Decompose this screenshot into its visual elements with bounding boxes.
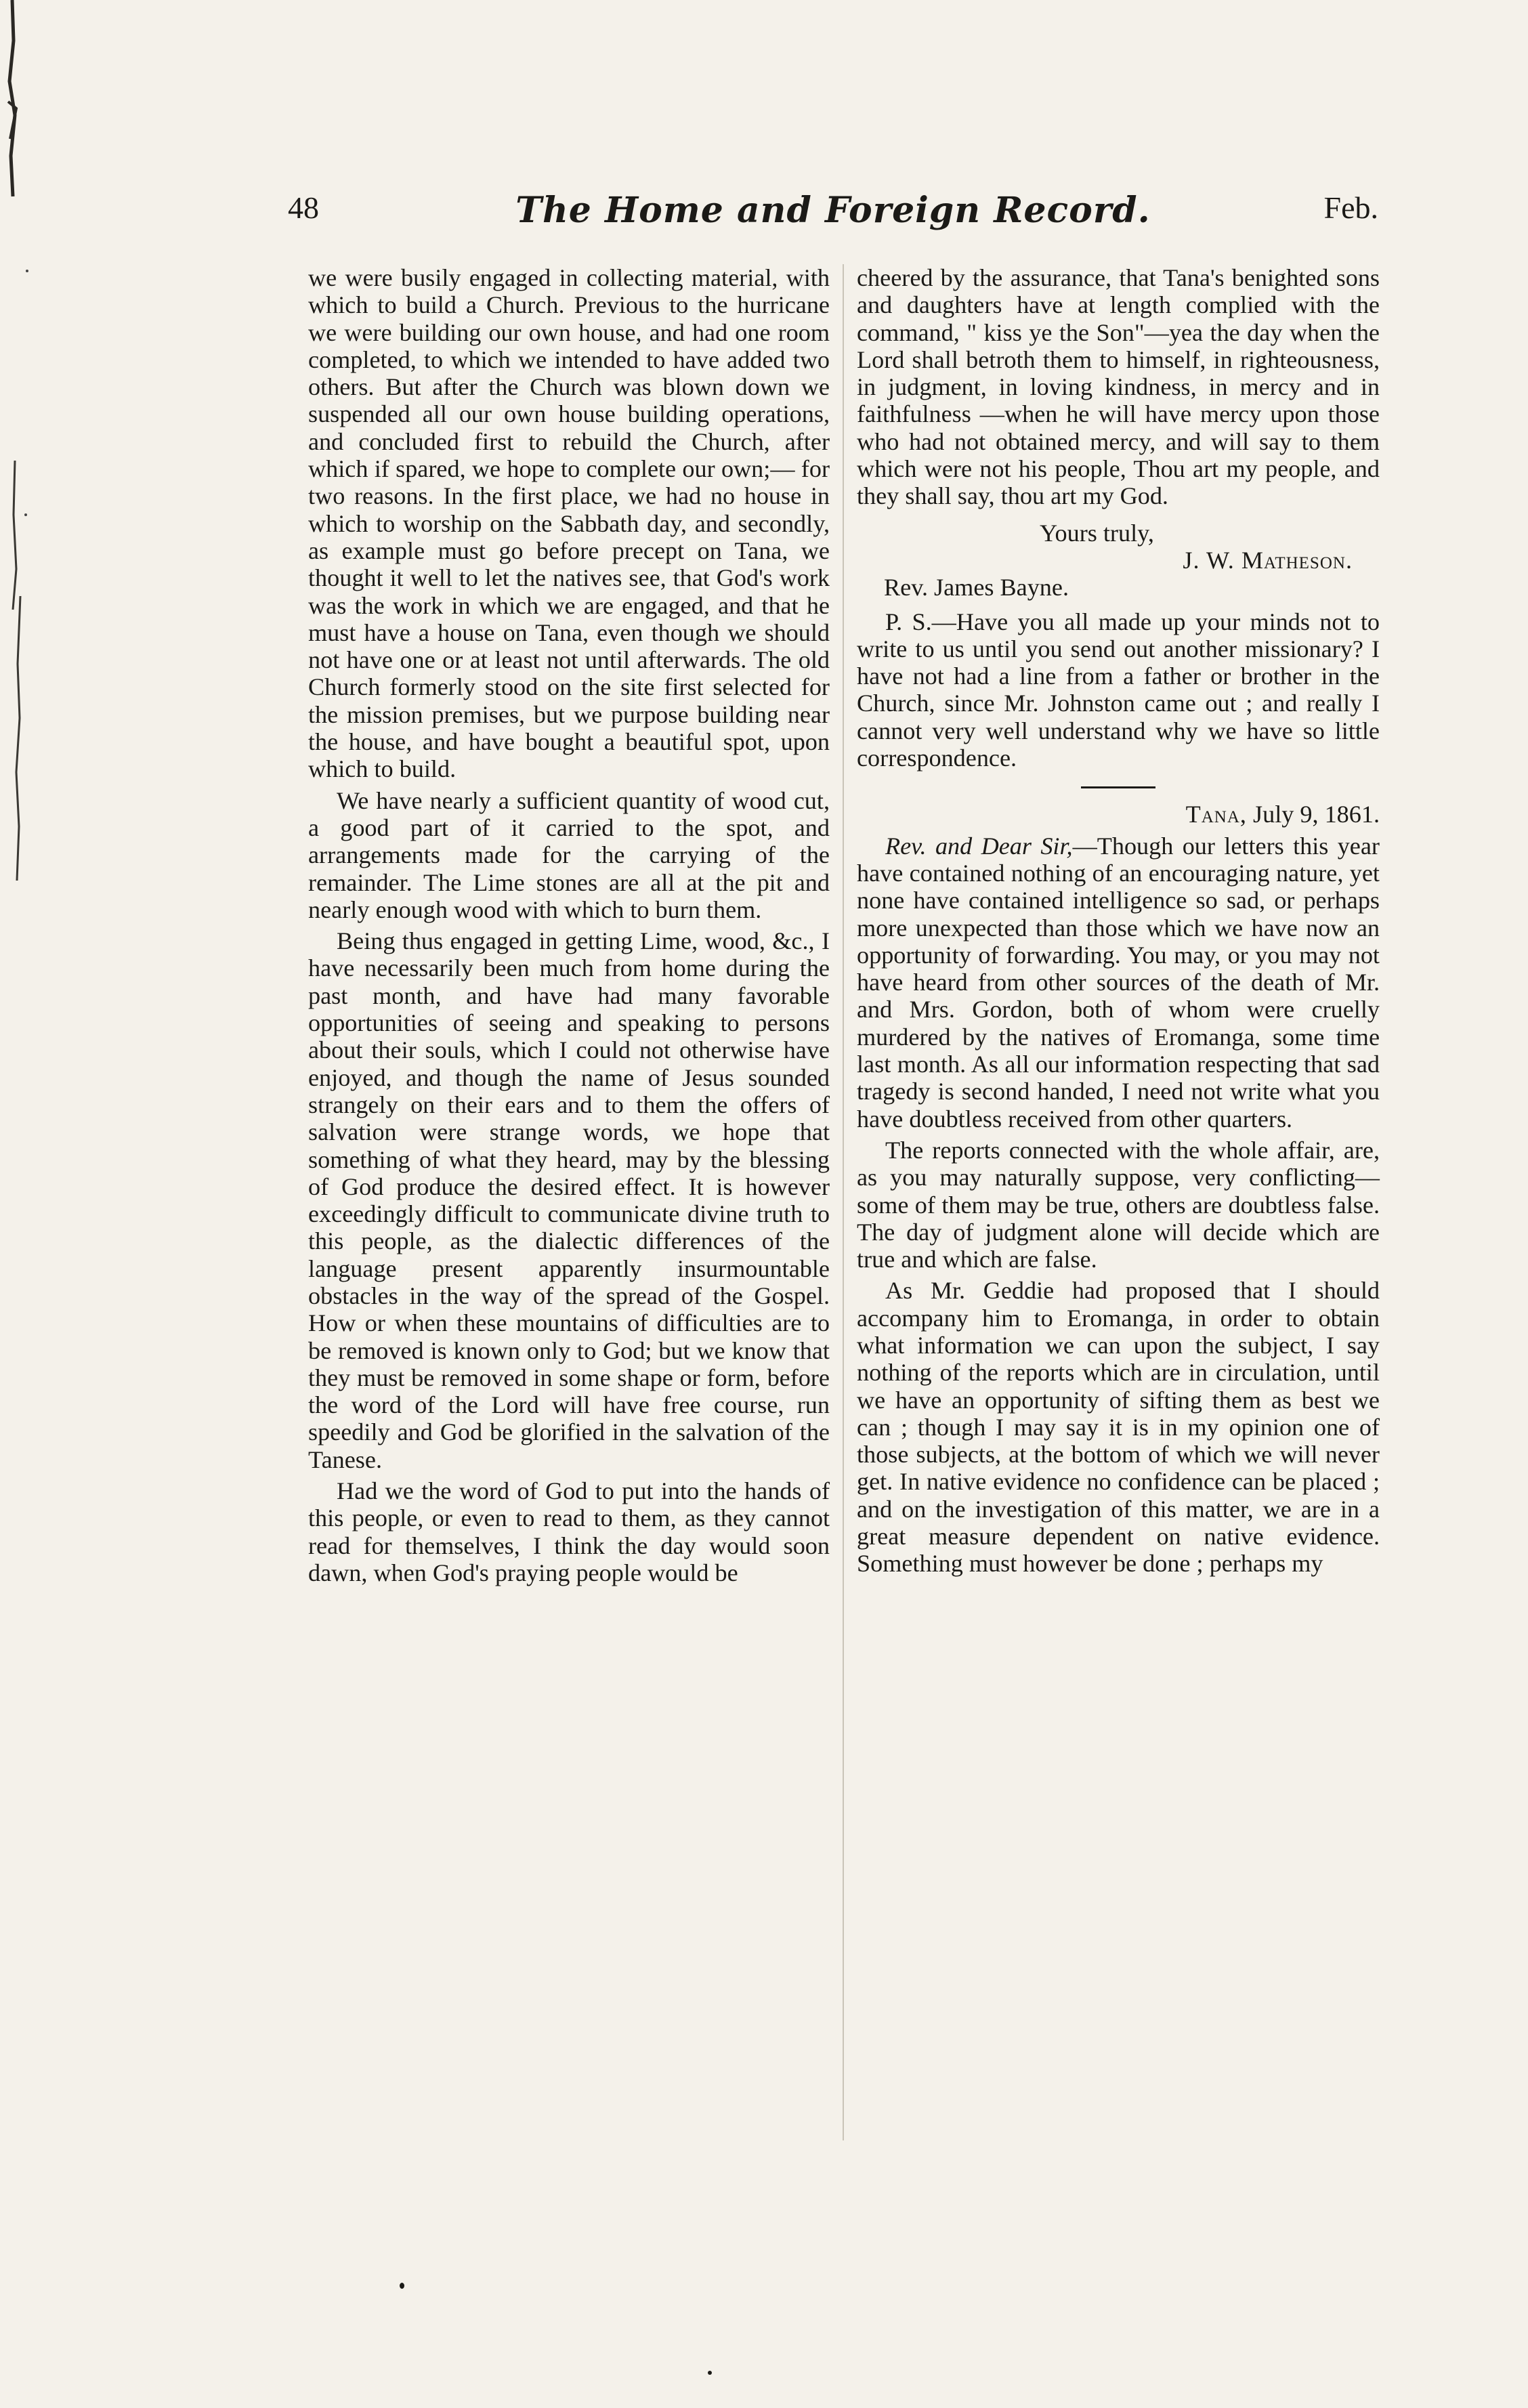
addressee: Rev. James Bayne.	[884, 574, 1069, 601]
journal-title: The Home and Foreign Record.	[515, 190, 1151, 231]
left-column	[308, 264, 830, 1590]
page-number: 48	[288, 190, 319, 225]
dateline	[857, 801, 1380, 828]
dateline-date: July 9, 1861.	[1253, 801, 1380, 828]
left-paragraph-4: Had we the word of God to put into the hands of this people, or even to read to them, as they cannot read for themselves, I think the day would soon dawn, when God's praying people would be	[308, 1477, 830, 1586]
left-paragraph-1: we were busily engaged in collecting material, with which to build a Church. Previous to the hurricane we were building our own house, and had one room completed, to which we intended to have added two others. But after the Church was blown down we suspended all our own house building operations, and concluded first to rebuild the Church, after which if spared, we hope to complete our own;— for two reasons. In the first place, we had no house in which to worship on the Sabbath day, and secondly, as example must go before precept on Tana, we thought it well to let the natives see, that God's work was the work in which we are engaged, and that he must have a house on Tana, even though we should not have one or at least not until afterwards. The old Church formerly stood on the site first selected for the mission premises, but we purpose building near the house, and have bought a beautiful spot, upon which to build.	[308, 264, 830, 783]
signature: J. W. Matheson.	[1183, 546, 1353, 574]
letter-paragraph-2: The reports connected with the whole affair, are, as you may naturally suppose, very conflicting—some of them may be true, others are doubtless false. The day of judgment alone will decide which are true and which are false.	[857, 1136, 1380, 1273]
section-rule	[1081, 786, 1155, 788]
letter-paragraph-1	[857, 832, 1380, 1133]
running-header	[288, 190, 1378, 251]
salutation: Rev. and Dear Sir,	[885, 832, 1073, 860]
postscript: P. S.—Have you all made up your minds not to write to us until you send out another missionary? I have not had a line from a father or brother in the Church, since Mr. Johnston came out ; and really I cannot very well understand why we have so little correspondence.	[857, 608, 1380, 772]
letter-signoff	[857, 520, 1380, 601]
column-divider	[843, 264, 844, 2140]
closing: Yours truly,	[1040, 519, 1154, 547]
dateline-place: Tana,	[1185, 801, 1247, 828]
ink-speck	[400, 2283, 404, 2289]
margin-scan-marks	[0, 0, 54, 948]
letter-paragraph-3: As Mr. Geddie had proposed that I should accompany him to Eromanga, in order to obtain what information we can upon the subject, I say nothing of the reports which are in circulation, until we have an opportunity of sifting them as best we can ; though I may say it is in my opinion one of those subjects, at the bottom of which we will never get. In native evidence no confidence can be placed ; and on the investigation of this matter, we are in a great measure dependent on native evidence. Something must however be done ; perhaps my	[857, 1277, 1380, 1578]
issue-month: Feb.	[1323, 190, 1378, 225]
left-paragraph-3: Being thus engaged in getting Lime, wood, &c., I have necessarily been much from home during the past month, and have had many favorable opportunities of seeing and speaking to persons about their souls, which I could not otherwise have enjoyed, and though the name of Jesus sounded strangely on their ears and to them the offers of salvation were strange words, we hope that something of what they heard, may by the blessing of God produce the desired effect. It is however exceedingly difficult to communicate divine truth to this people, as the dialectic differences of the language present apparently insurmountable obstacles in the way of the spread of the Gospel. How or when these mountains of difficulties are to be removed is known only to God; but we know that they must be removed in some shape or form, before the word of the Lord will have free course, run speedily and God be glorified in the salvation of the Tanese.	[308, 927, 830, 1473]
left-paragraph-2: We have nearly a sufficient quantity of wood cut, a good part of it carried to the spot, and arrangements made for the carrying of the remainder. The Lime stones are all at the pit and nearly enough wood with which to burn them.	[308, 786, 830, 923]
right-column	[857, 264, 1380, 1582]
right-continuation: cheered by the assurance, that Tana's benighted sons and daughters have at length complied with the command, " kiss ye the Son"—yea the day when the Lord shall betroth them to himself, in righteousness, in judgment, in loving kindness, in mercy and in faithfulness —when he will have mercy upon those who had not obtained mercy, and will say to them which were not his people, Thou art my people, and they shall say, thou art my God.	[857, 264, 1380, 510]
ink-speck	[708, 2371, 712, 2375]
letter-paragraph-1-text: —Though our letters this year have contained nothing of an encouraging nature, yet none have contained intelligence so sad, or perhaps more unexpected than those which we have now an opportunity of forwarding. You may, or you may not have heard from other sources of the death of Mr. and Mrs. Gordon, both of whom were cruelly murdered by the natives of Eromanga, some time last month. As all our information respecting that sad tragedy is second handed, I need not write what you have doubtless received from other quarters.	[857, 832, 1380, 1133]
